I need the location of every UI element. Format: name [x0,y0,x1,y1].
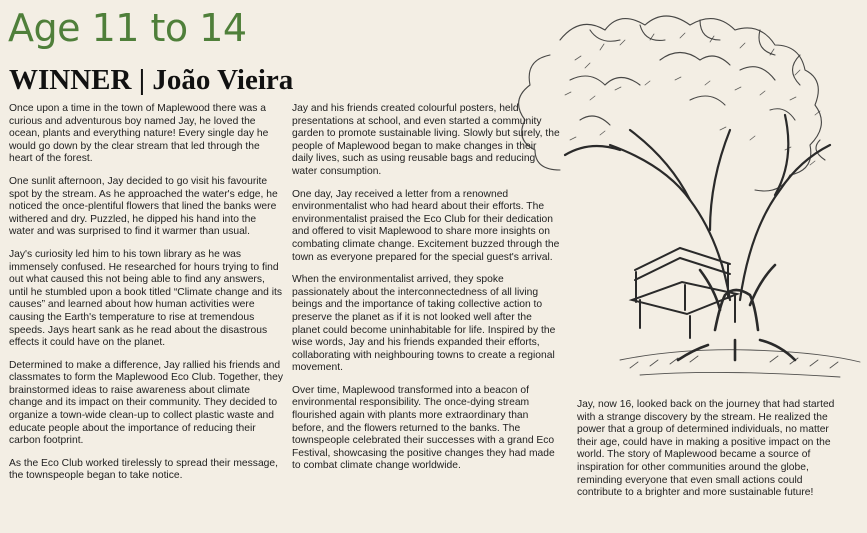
story-paragraph: Once upon a time in the town of Maplewood there was a curious and adventurous boy named Jay, he loved the ocean, plants and everything nature! Every single day he would go down by the clear stream that led through the heart of the forest. [9,103,269,165]
story-paragraph: One day, Jay received a letter from a renowned environmentalist who had heard about their efforts. The environmentalist praised the Eco Club for their dedication and offered to visit Maplewood to share more insights on combating climate change. Excitement buzzed through the town as everyone prepared for the special guest's arrival. [292,188,560,263]
story-paragraph: As the Eco Club worked tirelessly to spread their message, the townspeople began to take notice. [9,457,278,482]
story-paragraph: Jay's curiosity led him to his town library as he was immensely confused. He researched for hours trying to find out what caused this not being able to find any answers, until he stumbled upon a book titled “Climate change and its causes” and learned about how human activities were causing the Earth's temperature to rise at tremendous speeds. Jays heart sank as he read about the disastrous effects it could have on the planet. [9,248,283,349]
story-paragraph: When the environmentalist arrived, they spoke passionately about the interconnectedness of all living beings and the importance of taking collective action to preserve the planet as if it is not looked well after the planet could become uninhabitable for life. Inspired by the wise words, Jay and his friends expanded their efforts, collaborating with neighbouring towns to create a regional movement. [292,274,556,374]
story-column-1 [9,103,283,493]
story-paragraph: Over time, Maplewood transformed into a beacon of environmental responsibility. The once-dying stream flourished again with plants more extraordinary than before, and the flowers returned to the banks. The townspeople celebrated their successes with a grand Eco Festival, showcasing the positive changes they had made to combat climate change worldwide. [292,384,555,472]
story-paragraph: Jay and his friends created colourful posters, held presentations at school, and even started a community garden to promote sustainable living. Slowly but surely, the people of Maplewood began to make changes in their daily lives, such as using reusable bags and reducing water consumption. [292,103,560,177]
story-paragraph: Jay, now 16, looked back on the journey that had started with a strange discovery by the stream. He realized the power that a group of determined individuals, no matter their age, could have in making a positive impact on the world. The story of Maplewood became a source of inspiration for other communities around the globe, reminding everyone that even small actions could contribute to a brighter and more sustainable future! [577,399,835,499]
story-paragraph: One sunlit afternoon, Jay decided to go visit his favourite spot by the stream. As he approached the water's edge, he noticed the once-plentiful flowers that lined the banks were withered and dry. Puzzled, he dipped his hand into the water and was surprised to find it warmer than usual. [9,175,278,238]
age-category-heading: Age 11 to 14 [8,6,247,50]
story-column-3 [577,399,845,510]
winner-heading: WINNER | João Vieira [9,64,294,96]
tree-and-bench-sketch-icon [440,0,867,400]
story-paragraph: Determined to make a difference, Jay rallied his friends and classmates to form the Maplewood Eco Club. Together, they brainstormed ideas to raise awareness about climate change and its impact on their community. They decided to organize a town-wide clean-up to collect plastic waste and educate people about the importance of reducing their carbon footprint. [9,359,283,447]
